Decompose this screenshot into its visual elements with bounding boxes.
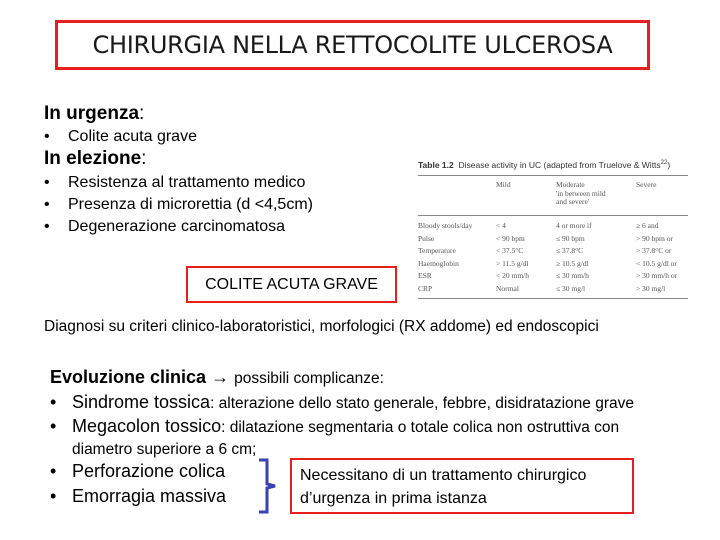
table-cell: > 30 mm/h or [636, 271, 678, 280]
elezione-list [44, 172, 313, 238]
table-cell: < 20 mm/h [496, 271, 529, 280]
urgenza-heading [44, 103, 144, 125]
colite-acuta-label: COLITE ACUTA GRAVE [205, 275, 378, 293]
page-title: CHIRURGIA NELLA RETTOCOLITE ULCEROSA [92, 31, 613, 59]
table-cell: > 11.5 g/dl [496, 258, 529, 268]
bullet: • [44, 218, 50, 235]
disease-activity-table [418, 155, 690, 300]
bullet: • [50, 416, 57, 436]
bullet: • [50, 392, 57, 412]
arrow-right-icon: → [211, 367, 230, 387]
list-item [50, 461, 225, 482]
table-rule [418, 215, 688, 216]
table-rule [418, 175, 688, 176]
brace-icon [255, 458, 281, 514]
table-cell: < 10.5 g/dl or [636, 258, 677, 268]
evoluzione-rest: possibili complicanze: [234, 370, 384, 387]
list-item-text: Resistenza al trattamento medico [68, 174, 306, 191]
table-caption-ref: 22 [660, 160, 668, 167]
list-item [44, 172, 313, 194]
evoluzione-label: Evoluzione clinica [50, 367, 207, 387]
bullet: • [50, 461, 57, 481]
bullet: • [44, 128, 50, 145]
list-item-text: Presenza di microrettia (d <4,5cm) [68, 196, 313, 213]
bullet: • [50, 486, 57, 506]
table-cell: ≥ 6 and [636, 221, 659, 230]
table-cell: 4 or more if [556, 221, 592, 230]
table-cell: > 30 mg/l [636, 283, 666, 293]
table-cell: ≤ 90 bpm [556, 233, 585, 243]
table-caption-text: Disease activity in UC (adapted from Truelove & Witts [458, 160, 661, 170]
list-item [50, 392, 634, 413]
list-item [44, 194, 313, 216]
complication-detail: : alterazione dello stato generale, febbre, disidratazione grave [210, 395, 634, 412]
table-cell: ≤ 37.8°C [556, 246, 584, 255]
chirurgia-line-1: Necessitano di un trattamento chirurgico [300, 467, 587, 484]
table-cell: < 4 [496, 221, 506, 230]
table-row-label: Bloody stools/day [418, 221, 473, 230]
table-row-label: Pulse [418, 233, 435, 243]
chirurgia-line-2: d’urgenza in prima istanza [300, 490, 487, 507]
bullet: • [44, 196, 50, 213]
title-box [55, 20, 650, 70]
table-caption-end: ) [667, 160, 671, 170]
table-rule [418, 298, 688, 299]
complication-label: Emorragia massiva [72, 486, 227, 506]
table-row-label: CRP [418, 283, 433, 293]
elezione-label: In elezione [44, 148, 142, 169]
list-item [44, 126, 197, 148]
table-header: Severe [636, 180, 657, 189]
table-cell: ≤ 30 mm/h [556, 271, 589, 280]
colite-acuta-box [186, 266, 397, 303]
table-row-label: Haemoglobin [418, 258, 459, 268]
bullet: • [44, 174, 50, 191]
table-row-label: Temperature [418, 246, 456, 255]
elezione-heading [44, 148, 146, 170]
complication-label: Sindrome tossica [72, 392, 211, 412]
chirurgia-box [290, 458, 634, 514]
complication-detail: diametro superiore a 6 cm; [72, 441, 257, 458]
table-header: Moderate 'in between mild and severe' [556, 180, 606, 207]
list-item [50, 416, 619, 437]
evoluzione-heading [50, 367, 384, 388]
table-cell: > 90 bpm or [636, 233, 673, 243]
complication-detail: : dilatazione segmentaria o totale colica non ostruttiva con [221, 419, 620, 436]
urgenza-colon: : [139, 103, 145, 124]
table-cell: < 90 bpm [496, 233, 525, 243]
list-item [44, 216, 313, 238]
table-cell: ≥ 10.5 g/dl [556, 258, 589, 268]
table-cell: ≤ 30 mg/l [556, 283, 586, 293]
elezione-colon: : [141, 148, 147, 169]
table-cell: > 37.8°C or [636, 246, 672, 255]
list-item-continuation [72, 438, 256, 459]
list-item-text: Degenerazione carcinomatosa [68, 218, 286, 235]
table-header: Mild [496, 180, 511, 189]
urgenza-list [44, 126, 197, 148]
urgenza-label: In urgenza [44, 103, 140, 124]
table-row-label: ESR [418, 271, 432, 280]
complication-label: Perforazione colica [72, 461, 226, 481]
table-cell: < 37.5°C [496, 246, 524, 255]
table-caption-number: Table 1.2 [418, 160, 454, 170]
table-caption [418, 160, 670, 170]
complication-label: Megacolon tossico [72, 416, 222, 436]
diagnosi-text: Diagnosi su criteri clinico-laboratoristici, morfologici (RX addome) ed endoscopici [44, 318, 599, 335]
table-cell: Normal [496, 283, 519, 293]
list-item [50, 486, 226, 507]
list-item-text: Colite acuta grave [68, 128, 197, 145]
